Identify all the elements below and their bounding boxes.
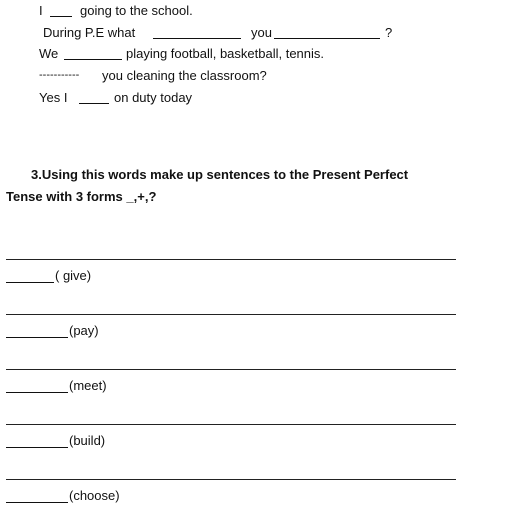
line2-end: ? (385, 25, 393, 40)
verb-blank (6, 337, 68, 338)
answer-rule (6, 479, 456, 480)
blank-line3 (64, 59, 122, 60)
answer-rule (6, 259, 456, 260)
blank-line1 (50, 16, 72, 17)
exercise3-heading-line1: 3.Using this words make up sentences to the Present Perfect (31, 167, 409, 182)
verb-blank (6, 502, 68, 503)
answer-rule (6, 424, 456, 425)
line5-start: Yes I (39, 90, 68, 105)
blank-line5 (79, 103, 109, 104)
verb-blank (6, 392, 68, 393)
exercise3-heading-line2: Tense with 3 forms _,+,? (6, 189, 157, 204)
verb-blank (6, 447, 68, 448)
verb-prompt: (meet) (69, 378, 107, 393)
line1-text: going to the school. (80, 3, 193, 18)
line2-mid: you (251, 25, 272, 40)
line4-dashes: ----------- (39, 69, 80, 81)
answer-rule (6, 369, 456, 370)
line5-text: on duty today (114, 90, 193, 105)
answer-rule (6, 314, 456, 315)
line4-text: you cleaning the classroom? (102, 68, 267, 83)
line3-start: We (39, 46, 59, 61)
verb-blank (6, 282, 54, 283)
blank-line2-b (274, 38, 380, 39)
line1-pronoun: I (39, 3, 43, 18)
blank-line2-a (153, 38, 241, 39)
verb-prompt: (pay) (69, 323, 99, 338)
verb-prompt: ( give) (55, 268, 92, 283)
verb-prompt: (build) (69, 433, 106, 448)
line3-text: playing football, basketball, tennis. (126, 46, 325, 61)
line2-start: During P.E what (43, 25, 136, 40)
verb-prompt: (choose) (69, 488, 120, 503)
